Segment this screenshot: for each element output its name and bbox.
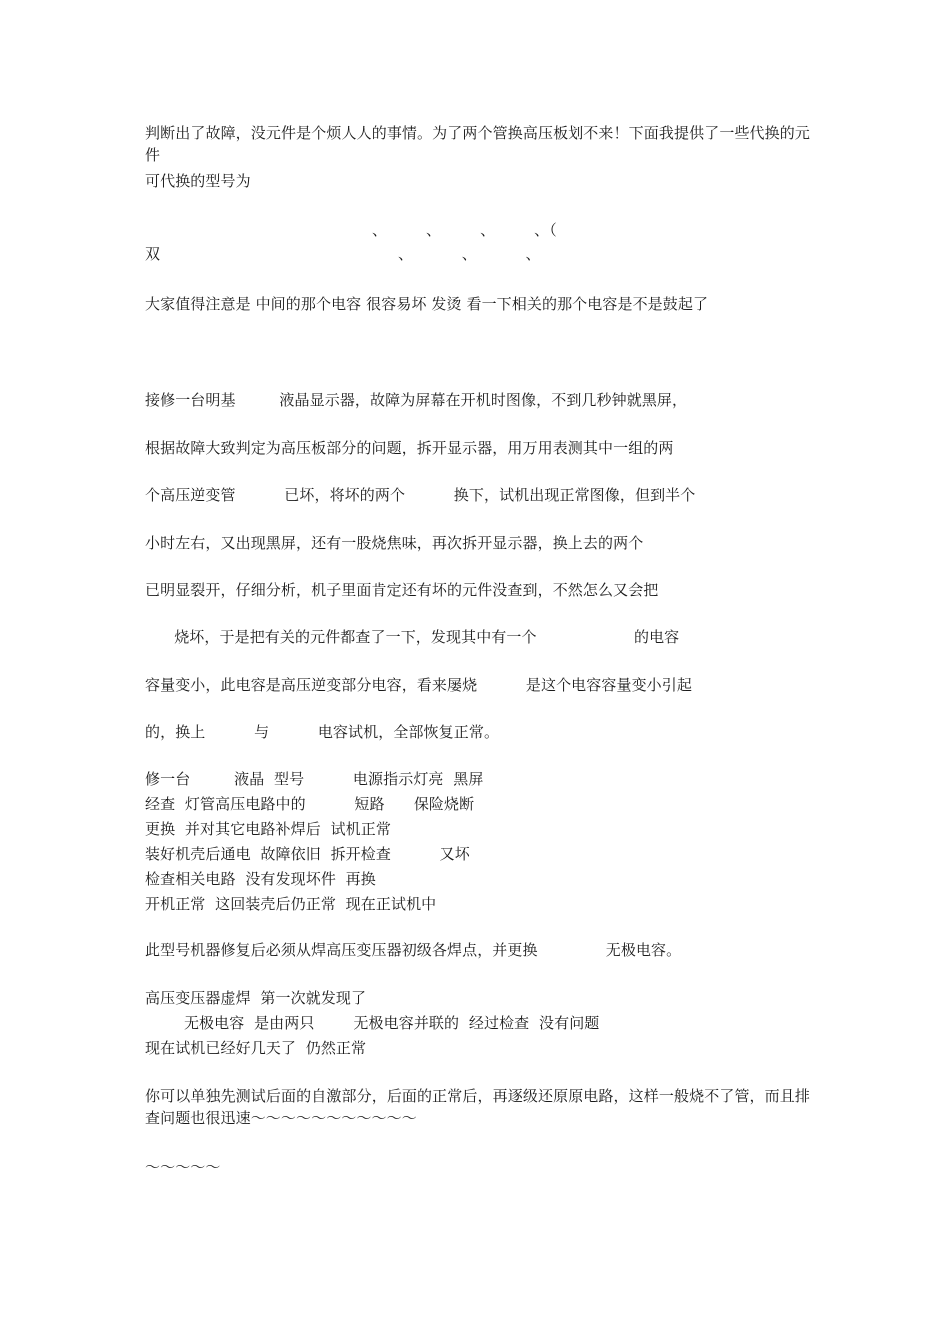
case3-line-3: 现在试机已经好几天了 仍然正常 xyxy=(145,1039,367,1057)
case1-line-2: 根据故障大致判定为高压板部分的问题，拆开显示器，用万用表测其中一组的两 xyxy=(145,439,674,457)
model-line-2-prefix: 双 xyxy=(145,245,161,263)
case2-line-4: 装好机壳后通电 故障依旧 拆开检查 又坏 xyxy=(145,845,470,863)
model-separator-line-2: 、 、 、 xyxy=(398,245,541,263)
models-heading: 可代换的型号为 xyxy=(145,172,251,190)
case1-line-6: 烧坏，于是把有关的元件都查了一下，发现其中有一个 的电容 xyxy=(145,628,680,646)
case2-conclusion: 此型号机器修复后必须从焊高压变压器初级各焊点，并更换 无极电容。 xyxy=(145,941,682,959)
intro-paragraph: 判断出了故障，没元件是个烦人人的事情。为了两个管换高压板划不来！下面我提供了一些代换的元件 xyxy=(145,124,810,164)
case1-line-4: 小时左右，又出现黑屏，还有一股烧焦味，再次拆开显示器，换上去的两个 xyxy=(145,534,644,552)
case2-line-3: 更换 并对其它电路补焊后 试机正常 xyxy=(145,820,391,838)
case2-line-6: 开机正常 这回装壳后仍正常 现在正试机中 xyxy=(145,895,437,913)
model-separator-line-1: 、 、 、 、（ xyxy=(372,221,557,239)
case1-line-1: 接修一台明基 液晶显示器，故障为屏幕在开机时图像，不到几秒钟就黑屏， xyxy=(145,391,688,409)
case2-line-1: 修一台 液晶 型号 电源指示灯亮 黑屏 xyxy=(145,770,484,788)
case3-line-1: 高压变压器虚焊 第一次就发现了 xyxy=(145,989,367,1007)
attention-note: 大家值得注意是 中间的那个电容 很容易坏 发烫 看一下相关的那个电容是不是鼓起了 xyxy=(145,295,709,313)
tips-paragraph: 你可以单独先测试后面的自激部分，后面的正常后，再逐级还原原电路，这样一般烧不了管，而且排查问题也很迅速～～～～～～～～～～～ xyxy=(145,1087,810,1127)
case3-line-2: 无极电容 是由两只 无极电容并联的 经过检查 没有问题 xyxy=(145,1014,600,1032)
case1-line-8: 的，换上 与 电容试机，全部恢复正常。 xyxy=(145,723,500,741)
tips-tail: ～～～～～ xyxy=(145,1158,221,1176)
case2-line-5: 检查相关电路 没有发现坏件 再换 xyxy=(145,870,376,888)
case1-line-7: 容量变小，此电容是高压逆变部分电容，看来屡烧 是这个电容容量变小引起 xyxy=(145,676,692,694)
case2-line-2: 经查 灯管高压电路中的 短路 保险烧断 xyxy=(145,795,475,813)
case1-line-5: 已明显裂开，仔细分析，机子里面肯定还有坏的元件没查到，不然怎么又会把 xyxy=(145,581,659,599)
case1-line-3: 个高压逆变管 已坏，将坏的两个 换下，试机出现正常图像，但到半个 xyxy=(145,486,696,504)
